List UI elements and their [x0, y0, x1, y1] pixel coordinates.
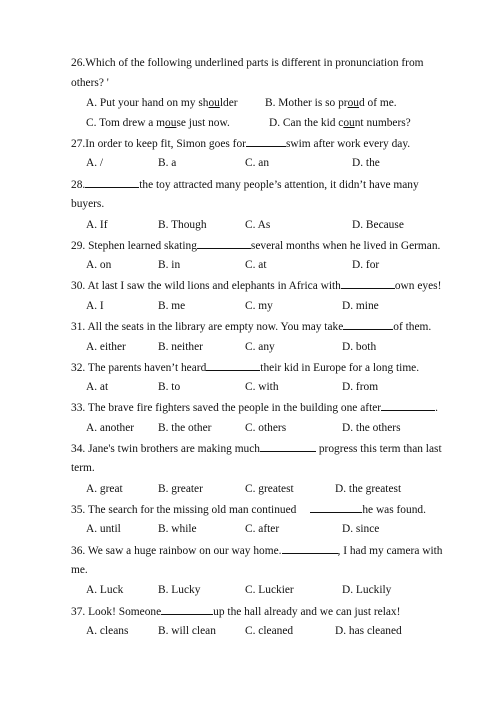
- q27-option-a[interactable]: A. /: [86, 157, 104, 169]
- question-29-stem: 29. Stephen learned skating several months when he lived in German.: [71, 240, 441, 252]
- answer-blank[interactable]: [161, 604, 213, 615]
- question-31-stem: 31. All the seats in the library are empty now. You may take of them.: [71, 321, 432, 333]
- q32-option-b[interactable]: B. to: [158, 381, 181, 393]
- q28-option-d[interactable]: D. Because: [352, 219, 404, 231]
- q34-option-b[interactable]: B. greater: [158, 483, 203, 495]
- answer-blank[interactable]: [310, 502, 362, 513]
- q29-option-c[interactable]: C. at: [245, 259, 267, 271]
- q31-option-a[interactable]: A. either: [86, 341, 126, 353]
- question-36-stem: 36. We saw a huge rainbow on our way home. , I had my camera with: [71, 545, 443, 557]
- answer-blank[interactable]: [341, 278, 395, 289]
- q36-option-b[interactable]: B. Lucky: [158, 584, 201, 596]
- q34-option-a[interactable]: A. great: [86, 483, 123, 495]
- q30-option-a[interactable]: A. I: [86, 300, 104, 312]
- answer-blank[interactable]: [206, 360, 260, 371]
- question-35-stem: 35. The search for the missing old man continued he was found.: [71, 504, 426, 516]
- q32-option-d[interactable]: D. from: [342, 381, 379, 393]
- q34-option-d[interactable]: D. the greatest: [335, 483, 402, 495]
- question-28-stem-cont: buyers.: [71, 198, 105, 210]
- q36-option-a[interactable]: A. Luck: [86, 584, 124, 596]
- q36-option-c[interactable]: C. Luckier: [245, 584, 294, 596]
- q37-option-a[interactable]: A. cleans: [86, 625, 129, 637]
- q33-option-b[interactable]: B. the other: [158, 422, 212, 434]
- answer-blank[interactable]: [260, 441, 316, 452]
- q28-option-c[interactable]: C. As: [245, 219, 271, 231]
- q35-option-d[interactable]: D. since: [342, 523, 380, 535]
- question-34-stem: 34. Jane's twin brothers are making much progress this term than last: [71, 443, 442, 455]
- question-36-stem-cont: me.: [71, 564, 88, 576]
- q32-option-a[interactable]: A. at: [86, 381, 109, 393]
- answer-blank[interactable]: [282, 543, 338, 554]
- q34-option-c[interactable]: C. greatest: [245, 483, 294, 495]
- question-37-stem: 37. Look! Someone up the hall already and we can just relax!: [71, 606, 401, 618]
- q35-option-a[interactable]: A. until: [86, 523, 121, 535]
- q33-option-a[interactable]: A. another: [86, 422, 135, 434]
- q29-option-d[interactable]: D. for: [352, 259, 380, 271]
- answer-blank[interactable]: [85, 177, 139, 188]
- q29-option-b[interactable]: B. in: [158, 259, 181, 271]
- q26-option-c[interactable]: C. Tom drew a mouse just now.: [86, 117, 230, 129]
- q27-option-b[interactable]: B. a: [158, 157, 177, 169]
- q35-option-b[interactable]: B. while: [158, 523, 197, 535]
- answer-blank[interactable]: [381, 400, 435, 411]
- q28-option-a[interactable]: A. If: [86, 219, 108, 231]
- answer-blank[interactable]: [246, 136, 286, 147]
- question-33-stem: 33. The brave fire fighters saved the people in the building one after .: [71, 402, 438, 414]
- question-27-stem: 27.In order to keep fit, Simon goes for swim after work every day.: [71, 138, 411, 150]
- q37-option-d[interactable]: D. has cleaned: [335, 625, 402, 637]
- answer-blank[interactable]: [197, 238, 251, 249]
- q32-option-c[interactable]: C. with: [245, 381, 279, 393]
- q37-option-c[interactable]: C. cleaned: [245, 625, 294, 637]
- question-32-stem: 32. The parents haven’t heard their kid in Europe for a long time.: [71, 362, 420, 374]
- q26-option-d[interactable]: D. Can the kid count numbers?: [269, 117, 411, 129]
- q29-option-a[interactable]: A. on: [86, 259, 112, 271]
- q30-option-d[interactable]: D. mine: [342, 300, 379, 312]
- question-26-stem: 26.Which of the following underlined parts is different in pronunciation from: [71, 57, 424, 69]
- question-30-stem: 30. At last I saw the wild lions and elephants in Africa with own eyes!: [71, 280, 442, 292]
- question-26-stem-cont: others? ': [71, 77, 109, 89]
- q31-option-b[interactable]: B. neither: [158, 341, 203, 353]
- q27-option-d[interactable]: D. the: [352, 157, 380, 169]
- q30-option-c[interactable]: C. my: [245, 300, 273, 312]
- question-34-stem-cont: term.: [71, 462, 95, 474]
- q31-option-d[interactable]: D. both: [342, 341, 377, 353]
- q27-option-c[interactable]: C. an: [245, 157, 270, 169]
- q33-option-d[interactable]: D. the others: [342, 422, 401, 434]
- q30-option-b[interactable]: B. me: [158, 300, 186, 312]
- q26-option-a[interactable]: A. Put your hand on my shoulder: [86, 97, 238, 109]
- q36-option-d[interactable]: D. Luckily: [342, 584, 392, 596]
- q37-option-b[interactable]: B. will clean: [158, 625, 216, 637]
- question-28-stem: 28. the toy attracted many people’s attention, it didn’t have many: [71, 179, 419, 191]
- q33-option-c[interactable]: C. others: [245, 422, 287, 434]
- q35-option-c[interactable]: C. after: [245, 523, 280, 535]
- q31-option-c[interactable]: C. any: [245, 341, 275, 353]
- answer-blank[interactable]: [343, 319, 393, 330]
- q26-option-b[interactable]: B. Mother is so proud of me.: [265, 97, 397, 109]
- q28-option-b[interactable]: B. Though: [158, 219, 207, 231]
